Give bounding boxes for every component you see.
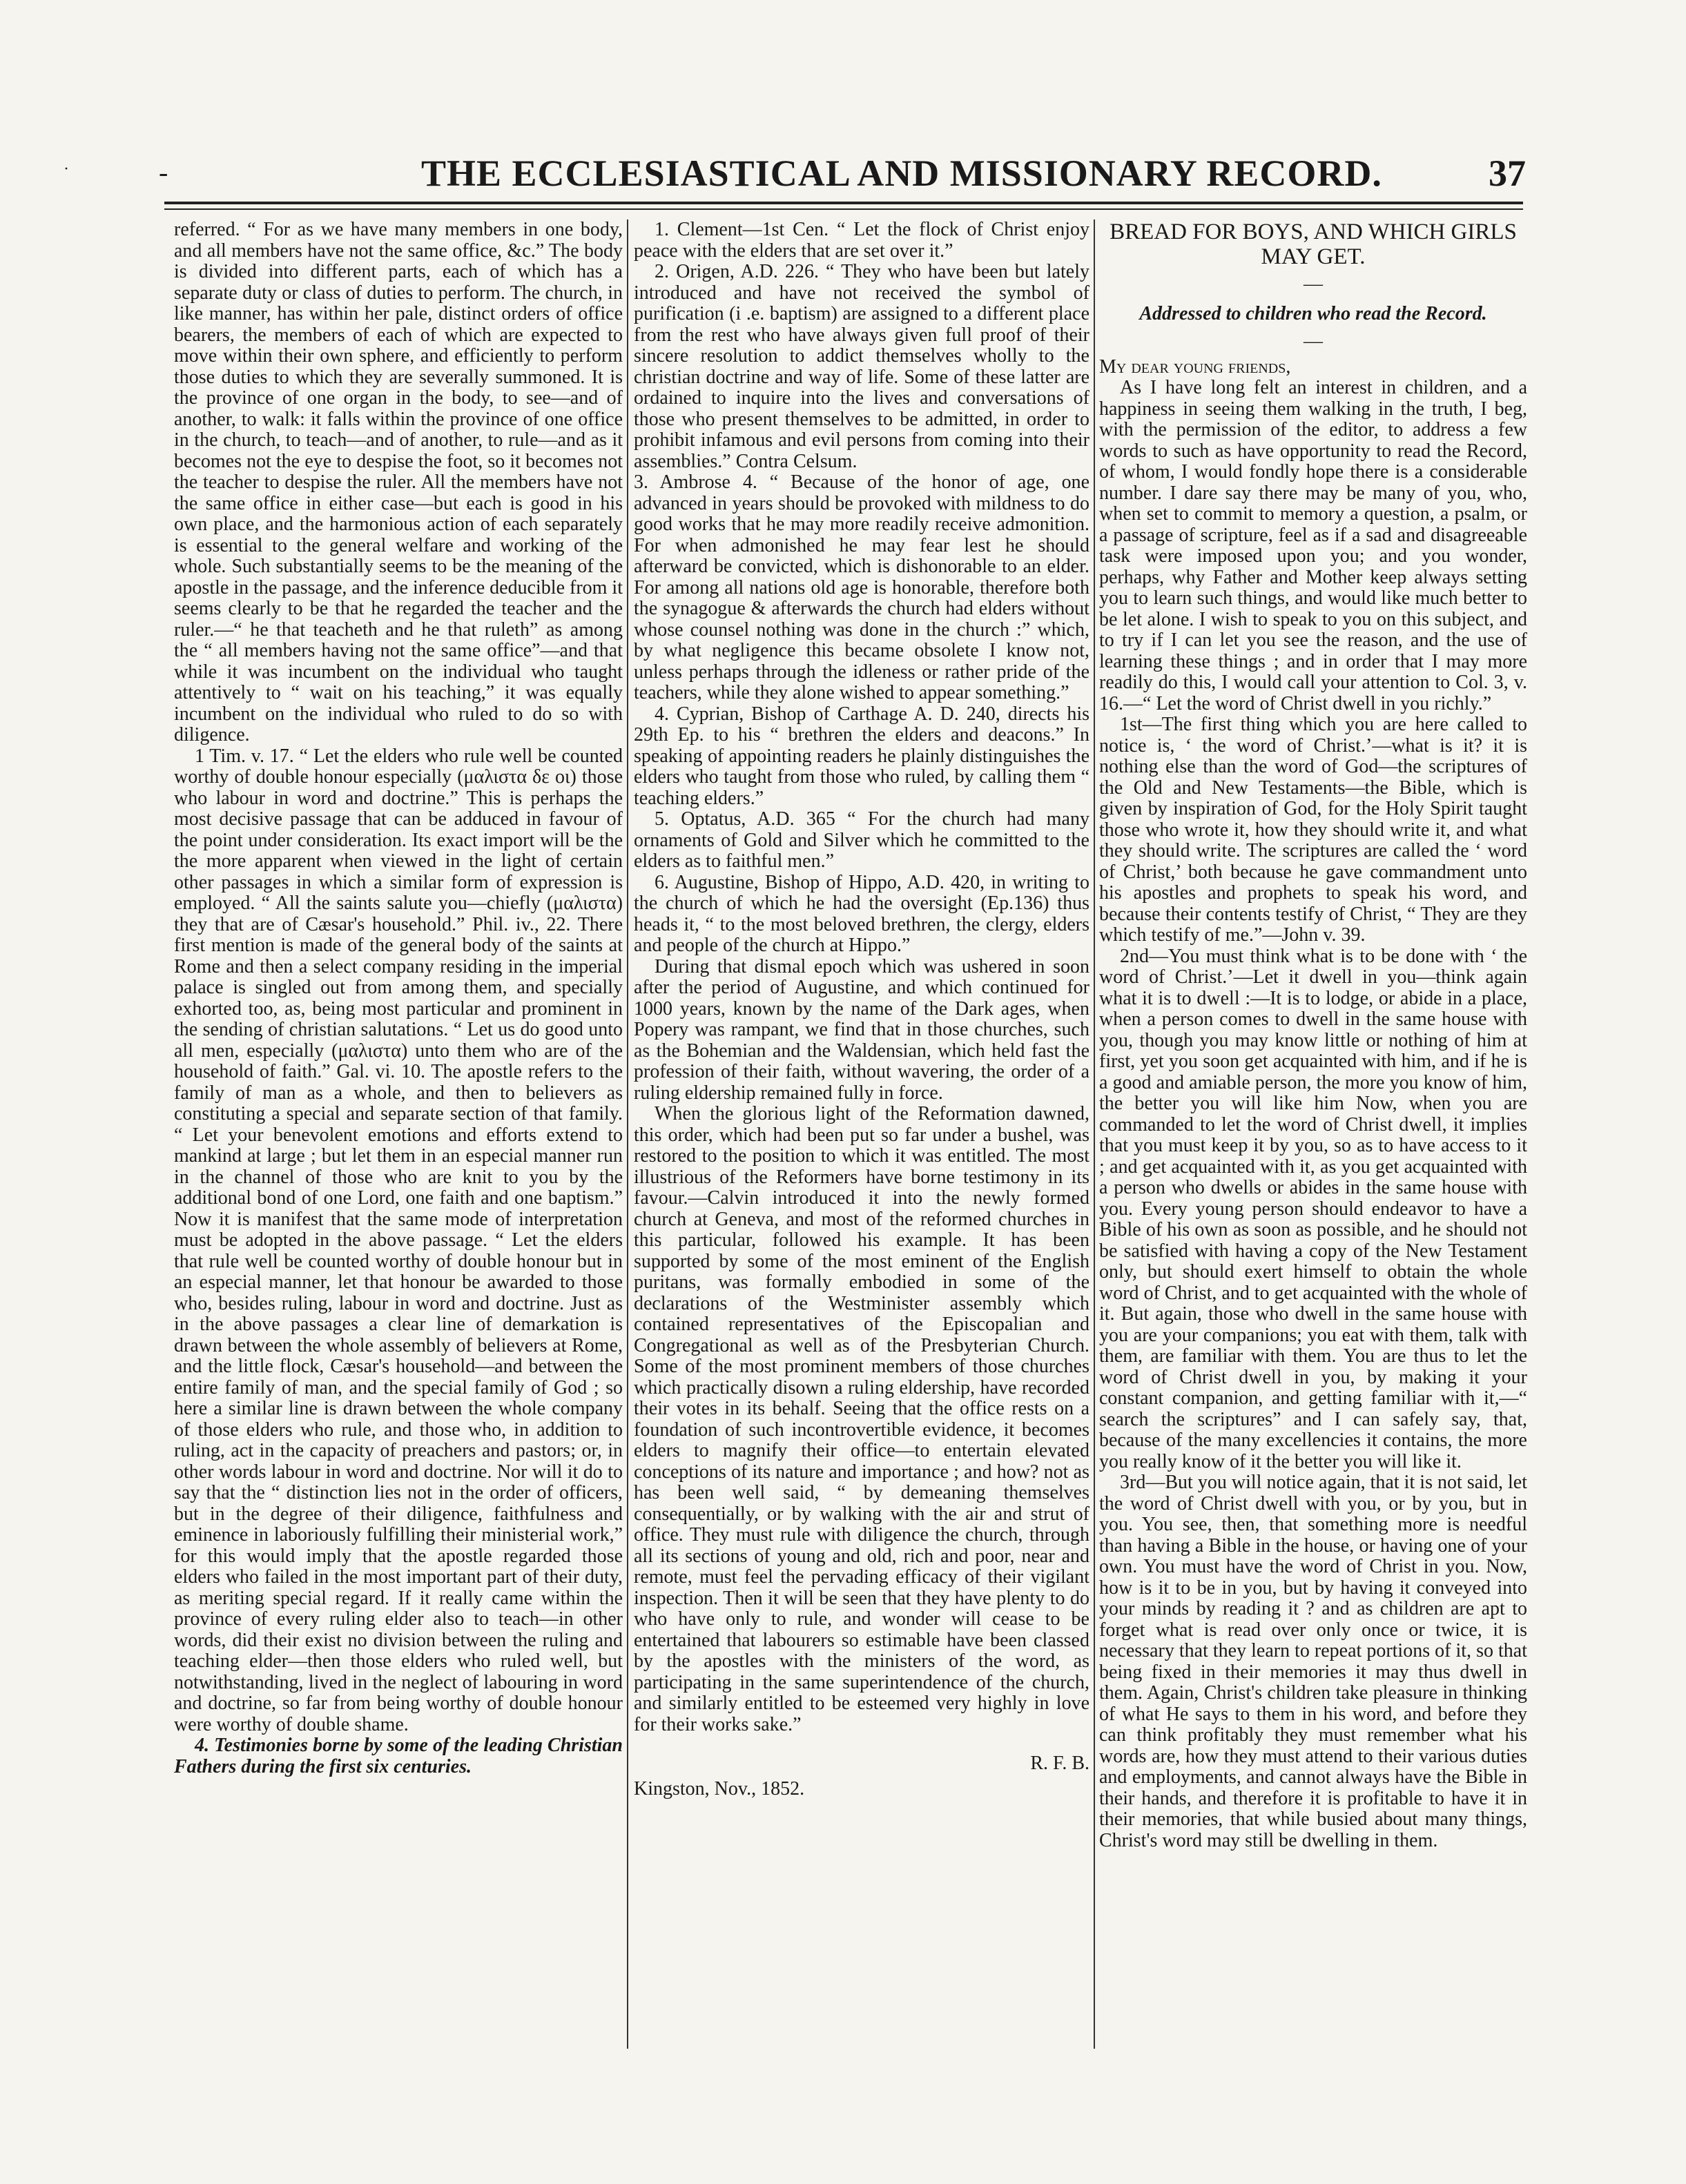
signature: R. F. B. xyxy=(1030,1753,1089,1774)
page-header xyxy=(159,146,1526,195)
paragraph: 3. Ambrose 4. “ Because of the honor of age, one advanced in years should be provoked with mildness to do good works that he may more readily receive admonition. For when admonished he may fear lest he should afterward be convicted, which is dishonorable to an elder. For among all nations old age is honorable, therefore both the synagogue & afterwards the church had elders without whose counsel nothing was done in the church :” which, by what negligence this became obsolete I know not, unless perhaps through the idleness or rather pride of the teachers, while they alone wished to appear something.” xyxy=(634,471,1089,703)
paragraph: 4. Cyprian, Bishop of Carthage A. D. 240, directs his 29th Ep. to his “ brethren the elders and deacons.” In speaking of appointing readers he plainly distinguishes the elders who taught from those who ruled, by calling them “ teaching elders.” xyxy=(634,703,1089,809)
page-title: THE ECCLESIASTICAL AND MISSIONARY RECORD. xyxy=(421,153,1382,194)
paragraph: During that dismal epoch which was ushered in soon after the period of Augustine, and which continued for 1000 years, known by the name of the Dark ages, when Popery was rampant, we find that in those churches, such as the Bohemian and the Waldensian, which held fast the profession of their faith, without wavering, the order of a ruling eldership remained fully in force. xyxy=(634,955,1089,1104)
paragraph: 1 Tim. v. 17. “ Let the elders who rule well be counted worthy of double honour especially (μαλιστα δε οι) those who labour in word and doctrine.” This is perhaps the most decisive passage that can be adduced in favour of the point under consideration. Its exact import will be the the more apparent when viewed in the light of certain other passages in which a similar form of expression is employed. “ All the saints salute you—chiefly (μαλιστα) they that are of Cæsar's household.” Phil. iv., 22. There first mention is made of the general body of the saints at Rome and then a select company residing in the imperial palace is singled out from among them, and specially exhorted too, as, being most particular and prominent in the sending of christian salutations. “ Let us do good unto all men, especially (μαλιστα) unto them who are of the household of faith.” Gal. vi. 10. The apostle refers to the family of man as a whole, and then to believers as constituting a special and separate section of that family. “ Let your benevolent emotions and efforts extend to mankind at large ; but let them in an especial manner run in the channel of those who are knit to you by the additional bond of one Lord, one faith and one baptism.” Now it is manifest that the same mode of interpretation must be adopted in the above passage. “ Let the elders that rule well be counted worthy of double honour but in an especial manner, let that honour be awarded to those who, besides ruling, labour in word and doctrine. Just as in the above passages a clear line of demarkation is drawn between the whole assembly of believers at Rome, and the little flock, Cæsar's household—and between the entire family of man, and the special family of God ; so here a similar line is drawn between the whole company of those elders who rule, and those who, in addition to ruling, act in the capacity of preachers and pastors; or, in other words labour in word and doctrine. Nor will it do to say that the “ distinction lies not in the order of officers, but in the degree of their diligence, faithfulness and eminence in laboriously fulfilling their ministerial work,” for this would imply that the apostle regarded those elders who failed in the most important part of their duty, as meriting special regard. If it really came within the province of every ruling elder also to teach—in other words, did their exist no division between the ruling and teaching elder—then those elders who ruled well, but notwithstanding, lived in the neglect of labouring in word and doctrine, so far from being worthy of double honour were worthy of double shame. xyxy=(174,745,623,1735)
column-divider-2 xyxy=(1094,220,1095,2049)
paragraph: 2. Origen, A.D. 226. “ They who have been but lately introduced and have not received the symbol of purification (i .e. baptism) are assigned to a different place from the rest who have always given full proof of their sincere resolution to addict themselves wholly to the christian doctrine and way of life. Some of these latter are ordained to inquire into the lives and conversations of those who present themselves to be admitted, in order to prohibit infamous and evil persons from coming into their assemblies.” Contra Celsum. xyxy=(634,261,1089,472)
column-2 xyxy=(634,220,1089,2069)
salutation: My dear young friends, xyxy=(1099,355,1291,378)
header-rule xyxy=(164,202,1523,210)
page-number: 37 xyxy=(1489,153,1526,194)
column-1 xyxy=(174,220,623,2069)
heading-dash: — xyxy=(1304,273,1323,295)
subheading-dash: — xyxy=(1304,330,1323,352)
paragraph: 2nd—You must think what is to be done with ‘ the word of Christ.’—Let it dwell in you—think again what it is to dwell :—It is to lodge, or abide in a place, when a person comes to dwell in the same house with you, though you may know little or nothing of him at first, yet you soon get acquainted with him, and if he is a good and amiable person, the more you know of him, the better you will like him Now, when you are commanded to let the word of Christ dwell, it implies that you must keep it by you, so as to have access to it ; and get acquainted with it, as you get acquainted with a person who dwells or abides in the same house with you. Every young person should endeavor to have a Bible of his own as soon as possible, and he should not be satisfied with having a copy of the New Testament only, but should exert himself to obtain the whole word of Christ, and to get acquainted with the whole of it. But again, those who dwell in the same house with you are your companions; you eat with them, talk with them, are familiar with them. You are thus to let the word of Christ dwell in you, by making it your constant companion, and getting familiar with it,—“ search the scriptures” and I can safely say, that, because of the many excellencies it contains, the more you really know of it the better you will like it. xyxy=(1099,945,1527,1472)
paragraph: 1. Clement—1st Cen. “ Let the flock of Christ enjoy peace with the elders that are set over it.” xyxy=(634,220,1089,262)
paragraph: 5. Optatus, A.D. 365 “ For the church had many ornaments of Gold and Silver which he committed to the elders as to faithful men.” xyxy=(634,808,1089,872)
paragraph: 6. Augustine, Bishop of Hippo, A.D. 420, in writing to the church of which he had the oversight (Ep.136) thus heads it, “ to the most beloved brethren, the clergy, elders and people of the church at Hippo.” xyxy=(634,871,1089,956)
section-heading: 4. Testimonies borne by some of the leading Christian Fathers during the first six centuries. xyxy=(174,1735,623,1777)
article-heading: BREAD FOR BOYS, AND WHICH GIRLS MAY GET. xyxy=(1110,220,1517,269)
article-subheading: Addressed to children who read the Record. xyxy=(1139,303,1487,324)
margin-mark: · xyxy=(64,160,69,178)
paragraph: As I have long felt an interest in children, and a happiness in seeing them walking in the truth, I beg, with the permission of the editor, to address a few words to such as have opportunity to read the Record, of whom, I would fondly hope there is a considerable number. I dare say there may be many of you, who, when set to commit to memory a question, a psalm, or a passage of scripture, feel as if a sad and disagreeable task were imposed upon you; and you wonder, perhaps, why Father and Mother keep always setting you to learn such things, and would like much better to be let alone. I wish to speak to you on this subject, and to try if I can let you see the reason, and the use of learning these things ; and in order that I may more readily do this, I would call your attention to Col. 3, v. 16.—“ Let the word of Christ dwell in you richly.” xyxy=(1099,377,1527,714)
header-dash: - xyxy=(159,157,168,188)
column-divider-1 xyxy=(627,220,628,2049)
paragraph: 3rd—But you will notice again, that it is not said, let the word of Christ dwell with you, or by you, but in you. You see, then, that something more is needful than having a Bible in the house, or having one of your own. You must have the word of Christ in you. Now, how is it to be in you, but by having it conveyed into your minds by reading it ? and as children are apt to forget what is read over only once or twice, it is necessary that they learn to repeat portions of it, so that being fixed in their memories it may thus dwell in them. Again, Christ's children take pleasure in thinking of what He says to them in his word, and before they can think profitably they must remember what his words are, how they must attend to their various duties and employments, and cannot always have the Bible in their hands, and therefore it is profitable to have it in their memories, that while busied about many things, Christ's word may still be dwelling in them. xyxy=(1099,1472,1527,1851)
paragraph: referred. “ For as we have many members in one body, and all members have not the same office, &c.” The body is divided into different parts, each of which has a separate duty or class of duties to perform. The church, in like manner, has within her pale, distinct orders of office bearers, the members of each of which are expected to move within their own sphere, and efficiently to perform those duties to which they are severally summoned. It is the province of one organ in the body, to see—and of another, to walk: it falls within the province of one office in the church, to teach—and of another, to rule—and as it becomes not the eye to despise the foot, so it becomes not the teacher to despise the ruler. All the members have not the same office in either case—but each is good in his own place, and the harmonious action of each separately is essential to the general welfare and working of the whole. Such substantially seems to be the meaning of the apostle in the passage, and the inference deducible from it seems clearly to be that he regarded the teacher and the ruler.—“ he that teacheth and he that ruleth” as among the “ all members having not the same office”—and that while it was incumbent on the individual who taught attentively to “ wait on his teaching,” it was equally incumbent on the individual who ruled to do so with diligence. xyxy=(174,220,623,745)
paragraph: When the glorious light of the Reformation dawned, this order, which had been put so far under a bushel, was restored to the position to which it was entitled. The most illustrious of the Reformers have borne testimony in its favour.—Calvin introduced it into the newly formed church at Geneva, and most of the reformed churches in this particular, followed his example. It has been supported by some of the most eminent of the English puritans, was formally embodied in some of the declarations of the Westminister assembly which contained representatives of the Episcopalian and Congregational as well as of the Presbyterian Church. Some of the most prominent members of those churches which practically disown a ruling eldership, have recorded their votes in its behalf. Seeing that the office rests on a foundation of such incontrovertible evidence, it becomes elders to magnify their office—to entertain elevated conceptions of its nature and importance ; and how? not as has been well said, “ by demeaning themselves consequentially, or by walking with the air and strut of office. They must rule with diligence the church, through all its sections of young and old, rich and poor, near and remote, must feel the pervading efficacy of their vigilant inspection. Then it will be seen that they have plenty to do who have only to rule, and wonder will cease to be entertained that labourers so estimable have been classed by the apostles with the ministers of the word, as participating in the same superintendence of the church, and similarly entitled to be esteemed very highly in love for their works sake.” xyxy=(634,1103,1089,1735)
column-3 xyxy=(1099,220,1527,2069)
paragraph: 1st—The first thing which you are here called to notice is, ‘ the word of Christ.’—what is it? it is nothing else than the word of God—the scriptures of the Old and New Testaments—the Bible, which is given by inspiration of God, for the Holy Spirit taught those who wrote it, how they should write it, and what they should write. The scriptures are called the ‘ word of Christ,’ both because he gave commandment unto his apostles and prophets to speak his word, and because their contents testify of Christ, “ They are they which testify of me.”—John v. 39. xyxy=(1099,714,1527,946)
dateline: Kingston, Nov., 1852. xyxy=(634,1777,805,1800)
